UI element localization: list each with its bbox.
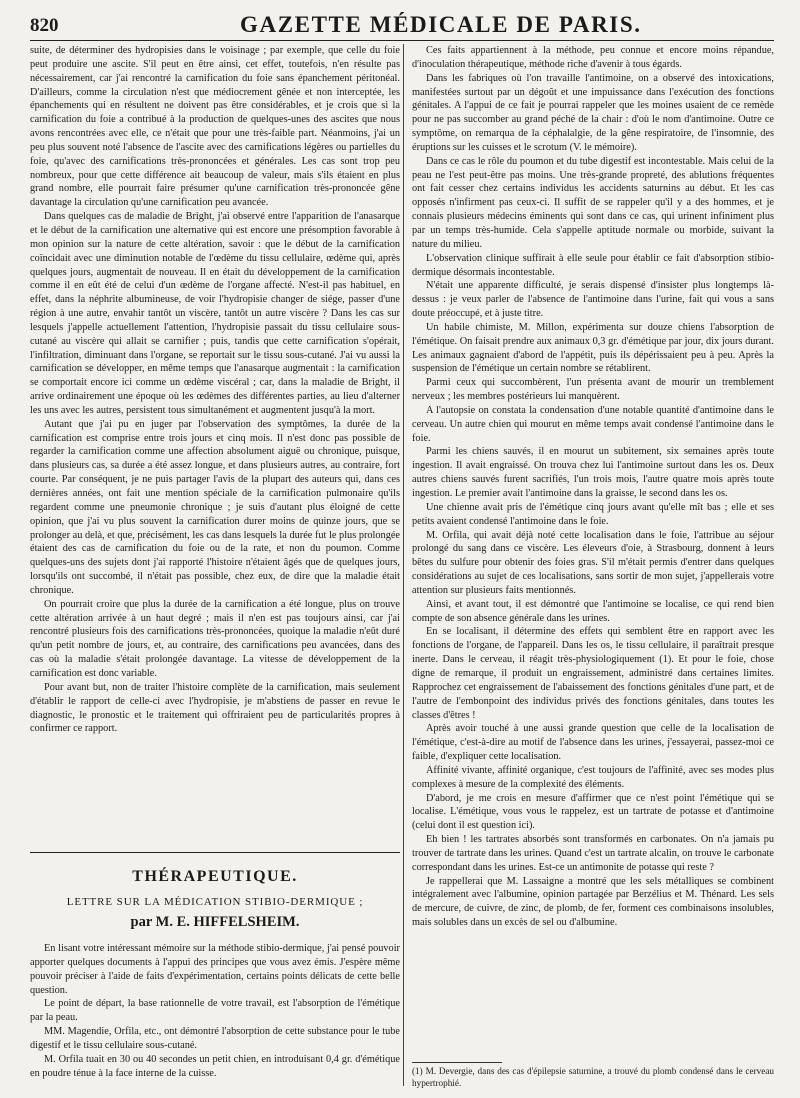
letter-body <box>30 942 400 1080</box>
section-title: THÉRAPEUTIQUE. <box>132 868 298 885</box>
right-column-letter-continued <box>412 44 774 930</box>
paragraph: M. Orfila, qui avait déjà noté cette localisation dans le foie, l'attribue au séjour prolongé du sang dans ce viscère. Les éleveurs d'oie, à Strasbourg, donnent à leurs bêtes du sulfure pour obtenir des foies gras. S'il m'était permis d'entrer dans quelques considérations au sujet de ces localisations, sans sortir de mon sujet, j'appellerais votre attention sur plusieurs faits mentionnés. <box>412 529 774 596</box>
paragraph: En se localisant, il détermine des effets qui semblent être en rapport avec les fonctions de l'organe, de l'appareil. Dans les os, le tissu cellulaire, il paraîtrait presque inerte. Dans le cerveau, il réagit très-physiologiquement (1). Et pour le foie, chose digne de remarque, il produit un engraissement, administré dans certaines limites. Rapprochez cet engraissement de l'abaissement des fonctions génitales d'une part, et de l'autre de l'embonpoint des individus privés des fonctions génitales, dans toutes les classes d'êtres ! <box>412 626 774 721</box>
column-separator <box>403 44 404 1086</box>
left-column-article <box>30 44 400 736</box>
paragraph: N'était une apparente difficulté, je serais dispensé d'insister plus longtemps là-dessus : je veux parler de l'absence de l'antimoine dans l'urine, fait qui vous a sans doute préoccupé, et à juste titre. <box>412 280 774 320</box>
paragraph: L'observation clinique suffirait à elle seule pour établir ce fait d'absorption stibio-dermique désormais incontestable. <box>412 252 774 278</box>
paragraph: MM. Magendie, Orfila, etc., ont démontré l'absorption de cette substance pour le tube digestif et le tissu cellulaire sous-cutané. <box>30 1026 400 1051</box>
paragraph: Parmi les chiens sauvés, il en mourut un subitement, six semaines après toute ingestion. Il avait engraissé. On trouva chez lui l'antimoine surtout dans les os. Deux autres chiens sauvés furent sacrifiés, l'un trois mois, l'autre quatre mois après toute ingestion. Le premier avait l'antimoine dans la graisse, le second dans les os. <box>412 446 774 499</box>
paragraph: Dans quelques cas de maladie de Bright, j'ai observé entre l'apparition de l'anasarque et le début de la carnification une alternative qui est encore une présomption favorable à mon opinion sur la nature de cette altération, savoir : que le début de la carnification coïncidait avec une diminution notable de l'œdème du tissu cellulaire, œdème qui, après quelques jours, augmentait de nouveau. Il en était du développement de la carnification comme il en eût été de celui d'un œdème de l'organe affecté. N'est-il pas habituel, en effet, dans la néphrite albumineuse, de voir l'hydropisie changer de siége, passer d'une région à une autre, envahir tantôt un viscère, tantôt un autre viscère ? Dans les cas sur lesquels j'appelle actuellement l'attention, l'hydropisie passait du tissu cellulaire sous-cutané au viscère qui allait se carnifier ; puis, tandis que cette carnification s'opérait, l'infiltration, diminuant dans l'organe, se reportait sur le tissu sous-cutané. J'ai vu aussi la carnification se développer, en même temps que l'anasarque augmentait : la carnification se comportait encore ici comme un œdème viscéral ; car, dans la maladie de Bright, il arrive ordinairement une époque où les œdèmes des différentes parties, au lieu d'alterner les uns avec les autres, persistent tous simultanément et augmentent jusqu'à la mort. <box>30 211 400 416</box>
paragraph: Parmi ceux qui succombèrent, l'un présenta avant de mourir un tremblement nerveux ; les membres postérieurs lui manquèrent. <box>412 377 774 403</box>
paragraph: suite, de déterminer des hydropisies dans le voisinage ; par exemple, que celle du foie peut produire une ascite. S'il peut en être ainsi, cet effet, toutefois, n'en résulte pas nécessairement, car j'ai rencontré la carnification du foie sans épanchement péritonéal. D'ailleurs, comme la circulation n'est que médiocrement gênée et non interceptée, les épanchements qui en résultent ne doivent pas être considérables, et je crois que si la carnification du foie a contribué à la production de quelques-unes des ascites que nous avons rencontrées avec elle, ce n'était que pour une très-faible part. Néanmoins, j'ai un peu plus souvent noté l'absence de l'ascite avec des carnifications légères ou partielles du foie, qu'avec des carnifications très-prononcées et générales. Les cas sont trop peu nombreux, pour que cette différence ait beaucoup de valeur, mais s'ils étaient en plus grand nombre, elle pourrait faire présumer qu'une carnification très-prononcée gêne davantage la circulation qu'une carnification peu avancée. <box>30 45 400 209</box>
paragraph: Affinité vivante, affinité organique, c'est toujours de l'affinité, avec ses modes plus complexes à mesure de la complexité des éléments. <box>412 764 774 790</box>
paragraph: M. Orfila tuait en 30 ou 40 secondes un petit chien, en introduisant 0,4 gr. d'émétique en poudre ténue à la face interne de la cuisse. <box>30 1053 400 1079</box>
paragraph: Autant que j'ai pu en juger par l'observation des symptômes, la durée de la carnification est comprise entre trois jours et cinq mois. Il n'est donc pas possible de regarder la carnification comme une affection absolument aiguë ou chronique, puisque, dans plusieurs cas, sa durée a été assez longue, et dans plusieurs autres, au contraire, fort courte. Par conséquent, je ne puis partager l'avis de la plupart des auteurs qui, dans ces dernières années, ont fait une mention spéciale de la carnification pulmonaire qu'ils regardent comme une pneumonie chronique ; je suis d'autant plus éloigné de cette opinion, que j'ai vu plus souvent la carnification durer moins de quinze jours, que se prolonger au delà, et que, précisément, les cas dans lesquels la durée fut le plus prolongée étaient des cas de carnification du foie ou de la rate, et non du poumon. Comme quelques-uns des sujets dont j'ai rapporté l'histoire n'étaient âgés que de quelques jours, lorsqu'ils ont succombé, il n'était pas possible, chez eux, de dire que la maladie était chronique. <box>30 418 400 596</box>
journal-title: GAZETTE MÉDICALE DE PARIS. <box>240 12 642 37</box>
page-header <box>0 0 800 40</box>
page-number: 820 <box>30 15 59 36</box>
paragraph: Ces faits appartiennent à la méthode, peu connue et encore moins répandue, d'inoculation thérapeutique, méthode riche d'avenir à tous égards. <box>412 45 774 70</box>
footnote: (1) M. Devergie, dans des cas d'épilepsie saturnine, a trouvé du plomb condensé dans le cerveau hypertrophié. <box>412 1066 774 1088</box>
paragraph: Dans les fabriques où l'on travaille l'antimoine, on a observé des intoxications, manifestées surtout par un dégoût et une impuissance dans l'exécution des fonctions génitales. A l'appui de ce fait je pourrai rappeler que les moines usaient de ce remède pour ne pas succomber au grand péché de la chair : d'où le nom d'antimoine. Outre ce symptôme, on remarqua de la céphalalgie, de la gêne respiratoire, de l'insomnie, des éruptions sur les cuisses et le scrotum (V. le mémoire). <box>412 72 774 153</box>
paragraph: Eh bien ! les tartrates absorbés sont transformés en carbonates. On n'a jamais pu trouver de tartrate dans les urines. Quand c'est un tartrate alcalin, on trouve le carbonate correspondant dans les urines. Est-ce un antimonite de potasse qui reste ? <box>412 834 774 873</box>
section-rule <box>30 852 400 853</box>
paragraph: Une chienne avait pris de l'émétique cinq jours avant qu'elle mît bas ; elle et ses petits avaient condensé l'antimoine dans le foie. <box>412 501 774 527</box>
paragraph: Dans ce cas le rôle du poumon et du tube digestif est incontestable. Mais celui de la peau ne l'est peut-être pas moins. Une très-grande propreté, des ablutions fréquentes ont fait cesser chez certains individus les accidents saturnins au début. Et les cas opposés n'infirment pas ceux-ci. Il suffit de se rappeler qu'il y a des hommes, et je connais plusieurs médecins éminents qui sont dans ce cas, qui urinent infiniment plus par un temps très-humide. Cela s'appelle aptitude normale ou morbide, suivant la nature du milieu. <box>412 155 774 250</box>
paragraph: Ainsi, et avant tout, il est démontré que l'antimoine se localise, ce qui rend bien compte de son absence générale dans les urines. <box>412 598 774 624</box>
paragraph: Pour avant but, non de traiter l'histoire complète de la carnification, mais seulement d'établir le rapport de celle-ci avec l'hydropisie, je m'abstiens de passer en revue le diagnostic, le pronostic et le traitement qui offriraient peu de particularités propres à confirmer ce rapport. <box>30 681 400 735</box>
paragraph: A l'autopsie on constata la condensation d'une notable quantité d'antimoine dans le cerveau. Un autre chien qui mourut en même temps avait condensé l'antimoine dans le foie. <box>412 404 774 444</box>
paragraph: Je rappellerai que M. Lassaigne a montré que les sels métalliques se combinent intégralement avec l'albumine, opinion partagée par Berzélius et M. Thénard. Les sels de mercure, de cuivre, de zinc, de plomb, de fer, forment ces combinaisons insolubles, mais solubles dans un excès de sel ou d'albumine. <box>412 875 774 929</box>
paragraph: En lisant votre intéressant mémoire sur la méthode stibio-dermique, j'ai pensé pouvoir apporter quelques documents à l'appui des principes que vous avez émis. J'espère même pouvoir préciser à l'aide de faits d'expérimentation, certains points délicats de cette belle question. <box>30 943 400 996</box>
author-line: par M. E. HIFFELSHEIM. <box>130 914 300 930</box>
letter-title: LETTRE SUR LA MÉDICATION STIBIO-DERMIQUE ; <box>66 896 364 908</box>
paragraph: D'abord, je me crois en mesure d'affirmer que ce n'est point l'émétique qui se localise. L'émétique, vous vous le rappelez, est un tartrate de potasse et d'antimoine (celui dont il est question ici). <box>412 792 774 832</box>
paragraph: Après avoir touché à une aussi grande question que celle de la localisation de l'émétique, c'est-à-dire au motif de l'absence dans les urines, j'essayerai, passez-moi ce faible, d'expliquer cette localisation. <box>412 723 774 763</box>
paragraph: On pourrait croire que plus la durée de la carnification a été longue, plus on trouve cette altération arrivée à un haut degré ; mais il n'en est pas toujours ainsi, car j'ai rencontré plusieurs fois des carnifications très-prononcées, quoique la maladie n'eût duré qu'un petit nombre de jours, et, au contraire, des carnifications peu avancées, dans des cas où la maladie s'était prolongée davantage. La vitesse de développement de la carnification est donc variable. <box>30 598 400 679</box>
paragraph: Le point de départ, la base rationnelle de votre travail, est l'absorption de l'émétique par la peau. <box>30 998 400 1024</box>
header-rule <box>30 40 774 41</box>
paragraph: Un habile chimiste, M. Millon, expérimenta sur douze chiens l'absorption de l'émétique. On faisait prendre aux animaux 0,3 gr. d'émétique par jour, dix jours durant. Les animaux gagnaient d'abord de l'appétit, puis ils dépérissaient peu à peu. Après la suspension de l'émétique un certain nombre se rétablirent. <box>412 321 774 375</box>
footnote-rule <box>412 1062 502 1063</box>
